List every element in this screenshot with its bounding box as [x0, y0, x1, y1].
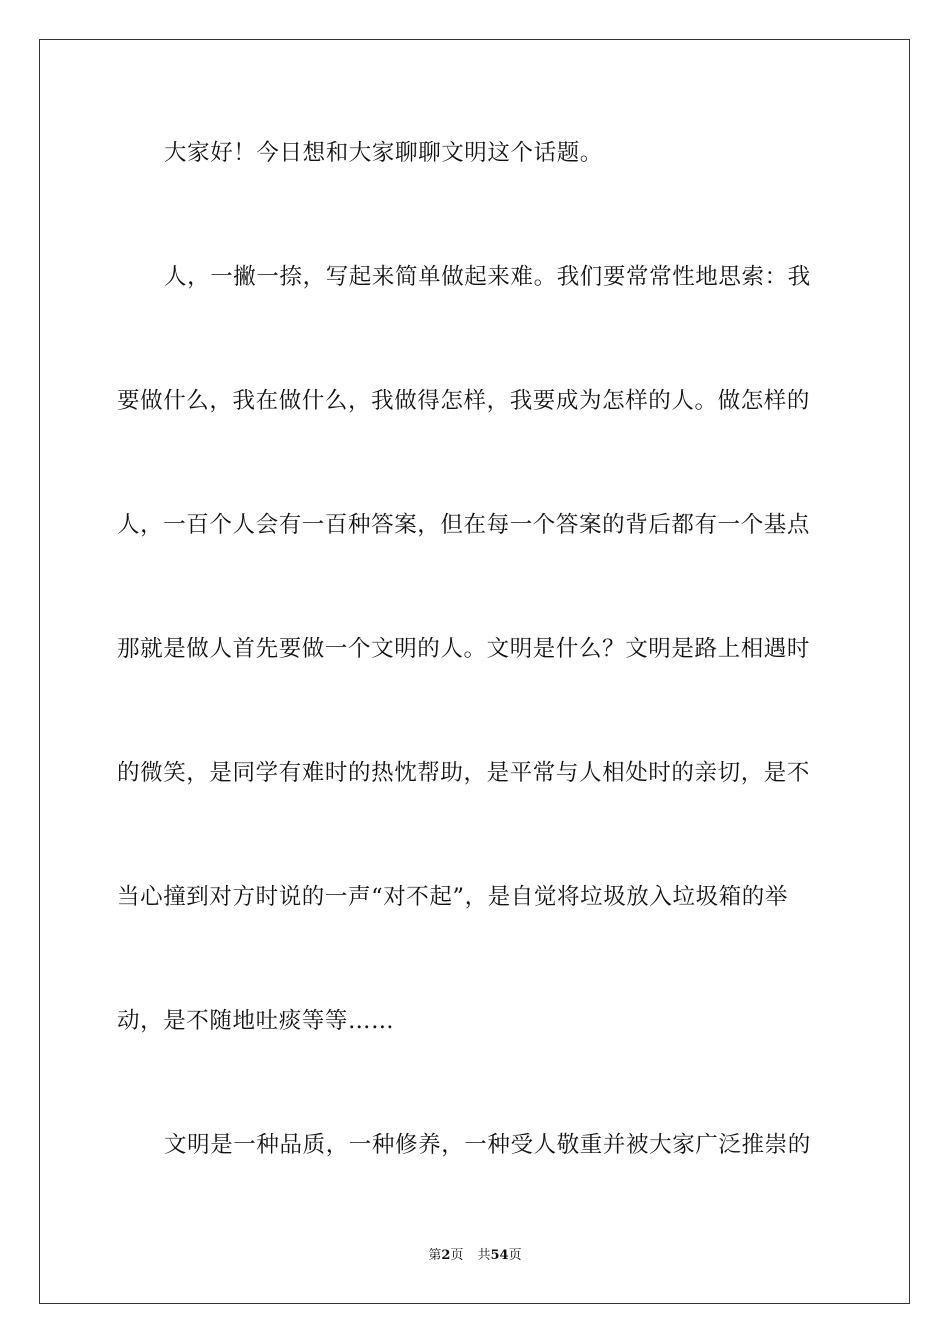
page-footer — [0, 1247, 950, 1265]
paragraph-line-3: 要做什么，我在做什么，我做得怎样，我要成为怎样的人。做怎样的 — [117, 388, 811, 414]
total-pages: 54 — [490, 1248, 509, 1263]
page-number: 2 — [441, 1248, 451, 1263]
total-prefix: 共 — [477, 1248, 491, 1263]
paragraph-line-5: 那就是做人首先要做一个文明的人。文明是什么？文明是路上相遇时 — [117, 636, 811, 662]
paragraph-line-8: 动，是不随地吐痰等等…… — [117, 1008, 395, 1034]
paragraph-line-7: 当心撞到对方时说的一声“对不起”，是自觉将垃圾放入垃圾箱的举 — [117, 884, 789, 910]
paragraph-line-4: 人，一百个人会有一百种答案，但在每一个答案的背后都有一个基点 — [117, 512, 811, 538]
paragraph-line-9: 文明是一种品质，一种修养，一种受人敬重并被大家广泛推崇的 — [164, 1132, 811, 1158]
paragraph-line-2: 人，一撇一捺，写起来简单做起来难。我们要常常性地思索：我 — [164, 264, 811, 290]
paragraph-line-6: 的微笑，是同学有难时的热忱帮助，是平常与人相处时的亲切，是不 — [117, 760, 811, 786]
paragraph-line-1: 大家好！今日想和大家聊聊文明这个话题。 — [164, 140, 603, 166]
page-suffix: 页 — [450, 1248, 464, 1263]
page-prefix: 第 — [428, 1248, 442, 1263]
page-border — [39, 39, 910, 1304]
total-suffix: 页 — [508, 1248, 522, 1263]
